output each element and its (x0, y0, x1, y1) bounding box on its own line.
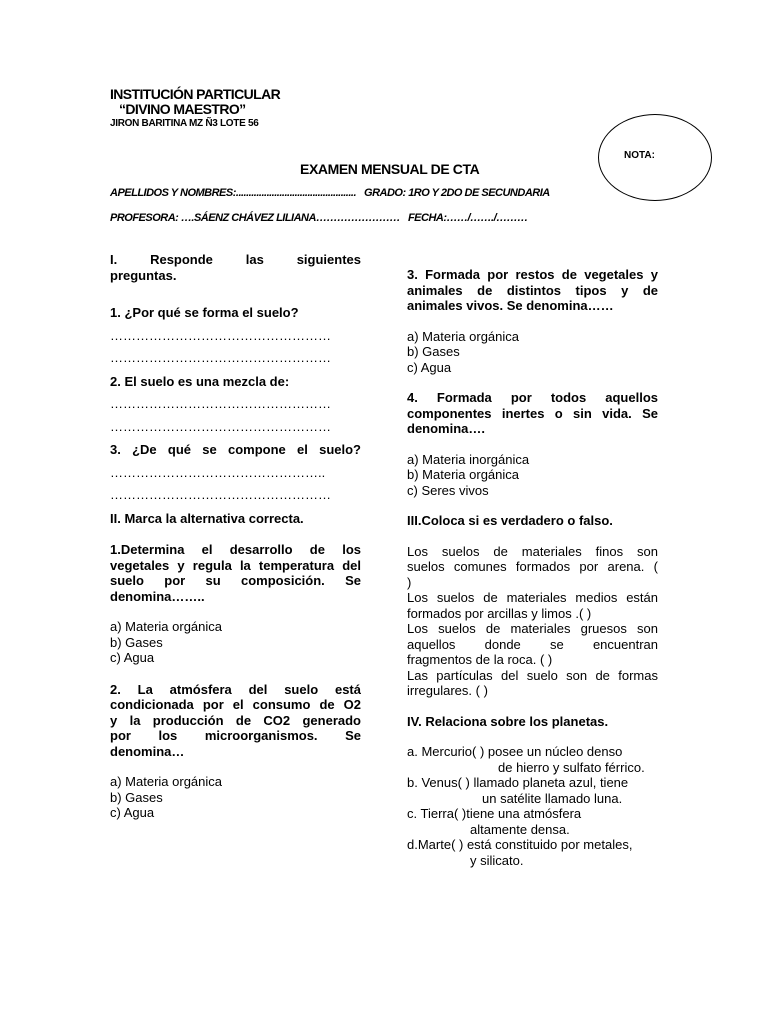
mc-question-4-options (407, 452, 658, 499)
true-false-statements: Los suelos de materiales finos son suelos comunes formados por arena. ( ) Los suelos de materiales medios están formados por arcillas y limos .( ) Los suelos de materiales gruesos son aquellos donde se encuentran fragmentos de la roca. ( ) Las partículas del suelo son de formas irregulares. ( ) (407, 543, 658, 698)
mc-question-2: 2. La atmósfera del suelo está condicionada por el consumo de O2 y la producción de CO2 generado por los microorganismos. Se denomina… (110, 681, 361, 759)
question-1: 1. ¿Por qué se forma el suelo? (110, 305, 299, 320)
list-item: a. Mercurio( ) posee un núcleo denso (407, 744, 623, 759)
nota-label: NOTA: (624, 150, 655, 161)
option: a) Materia inorgánica (407, 451, 530, 467)
section3-title: III.Coloca si es verdadero o falso. (407, 513, 613, 528)
mc-question-2-options (110, 774, 361, 821)
section1-title-cont: preguntas. (110, 267, 177, 283)
section1-title: I. Responde las siguientes (110, 252, 361, 267)
option: c) Agua (110, 805, 155, 820)
option: c) Seres vivos (407, 482, 489, 498)
option: c) Agua (110, 650, 155, 665)
option: b) Gases (110, 789, 163, 805)
left-column (110, 252, 361, 821)
student-info-line (110, 187, 550, 199)
planets-list: a. Mercurio( ) posee un núcleo denso de hierro y sulfato férrico. b. Venus( ) llamado planeta azul, tiene un satélite llamado luna. c. Tierra( )tiene una atmósfera altamente densa. d.Marte( ) está constituido por metales, y silicato. (407, 744, 658, 868)
answer-line: …………………………………………… (110, 396, 331, 411)
mc-question-1-options (110, 619, 361, 666)
question-2: 2. El suelo es una mezcla de: (110, 373, 290, 389)
teacher-info-line (110, 212, 528, 224)
option: b) Gases (407, 344, 460, 359)
answer-line: …………………………………………… (110, 350, 331, 365)
option: b) Materia orgánica (407, 467, 519, 482)
option: a) Materia orgánica (110, 774, 222, 789)
institution-name: INSTITUCIÓN PARTICULAR (110, 86, 281, 102)
grado-field: GRADO: 1RO Y 2DO DE SECUNDARIA (364, 187, 550, 199)
mc-question-3: 3. Formada por restos de vegetales y animales de distintos tipos y de animales vivos. Se denomina…… (407, 267, 658, 313)
fecha-field: FECHA:……/……./……… (407, 212, 528, 224)
answer-line: …………………………………………… (110, 487, 331, 502)
apellidos-field: APELLIDOS Y NOMBRES:............................................... (110, 187, 357, 199)
institution-subtitle: “DIVINO MAESTRO” (119, 101, 246, 117)
question-3: 3. ¿De qué se compone el suelo? (110, 442, 361, 457)
list-item: b. Venus( ) llamado planeta azul, tiene (407, 775, 629, 790)
exam-title: EXAMEN MENSUAL DE CTA (300, 161, 480, 177)
option: a) Materia orgánica (110, 619, 222, 634)
nota-oval (598, 114, 712, 201)
option: c) Agua (407, 359, 452, 375)
answer-line: …………………………………………… (110, 418, 331, 434)
mc-question-1: 1.Determina el desarrollo de los vegetales y regula la temperatura del suelo por su composición. Se denomina…….. (110, 542, 361, 604)
option: b) Gases (110, 634, 163, 650)
list-item: c. Tierra( )tiene una atmósfera (407, 806, 582, 821)
mc-question-3-options (407, 329, 658, 376)
section4-title: IV. Relaciona sobre los planetas. (407, 713, 609, 729)
answer-line: ………………………………………….. (110, 464, 326, 480)
right-column (407, 267, 658, 868)
option: a) Materia orgánica (407, 328, 519, 344)
section2-title: II. Marca la alternativa correcta. (110, 510, 304, 526)
profesora-field: PROFESORA: ….SÁENZ CHÁVEZ LILIANA…………………… (110, 212, 400, 224)
mc-question-4: 4. Formada por todos aquellos componentes inertes o sin vida. Se denomina…. (407, 390, 658, 436)
answer-line: …………………………………………… (110, 327, 331, 343)
list-item: d.Marte( ) está constituido por metales, (407, 837, 633, 852)
institution-address: JIRON BARITINA MZ Ñ3 LOTE 56 (110, 118, 259, 129)
